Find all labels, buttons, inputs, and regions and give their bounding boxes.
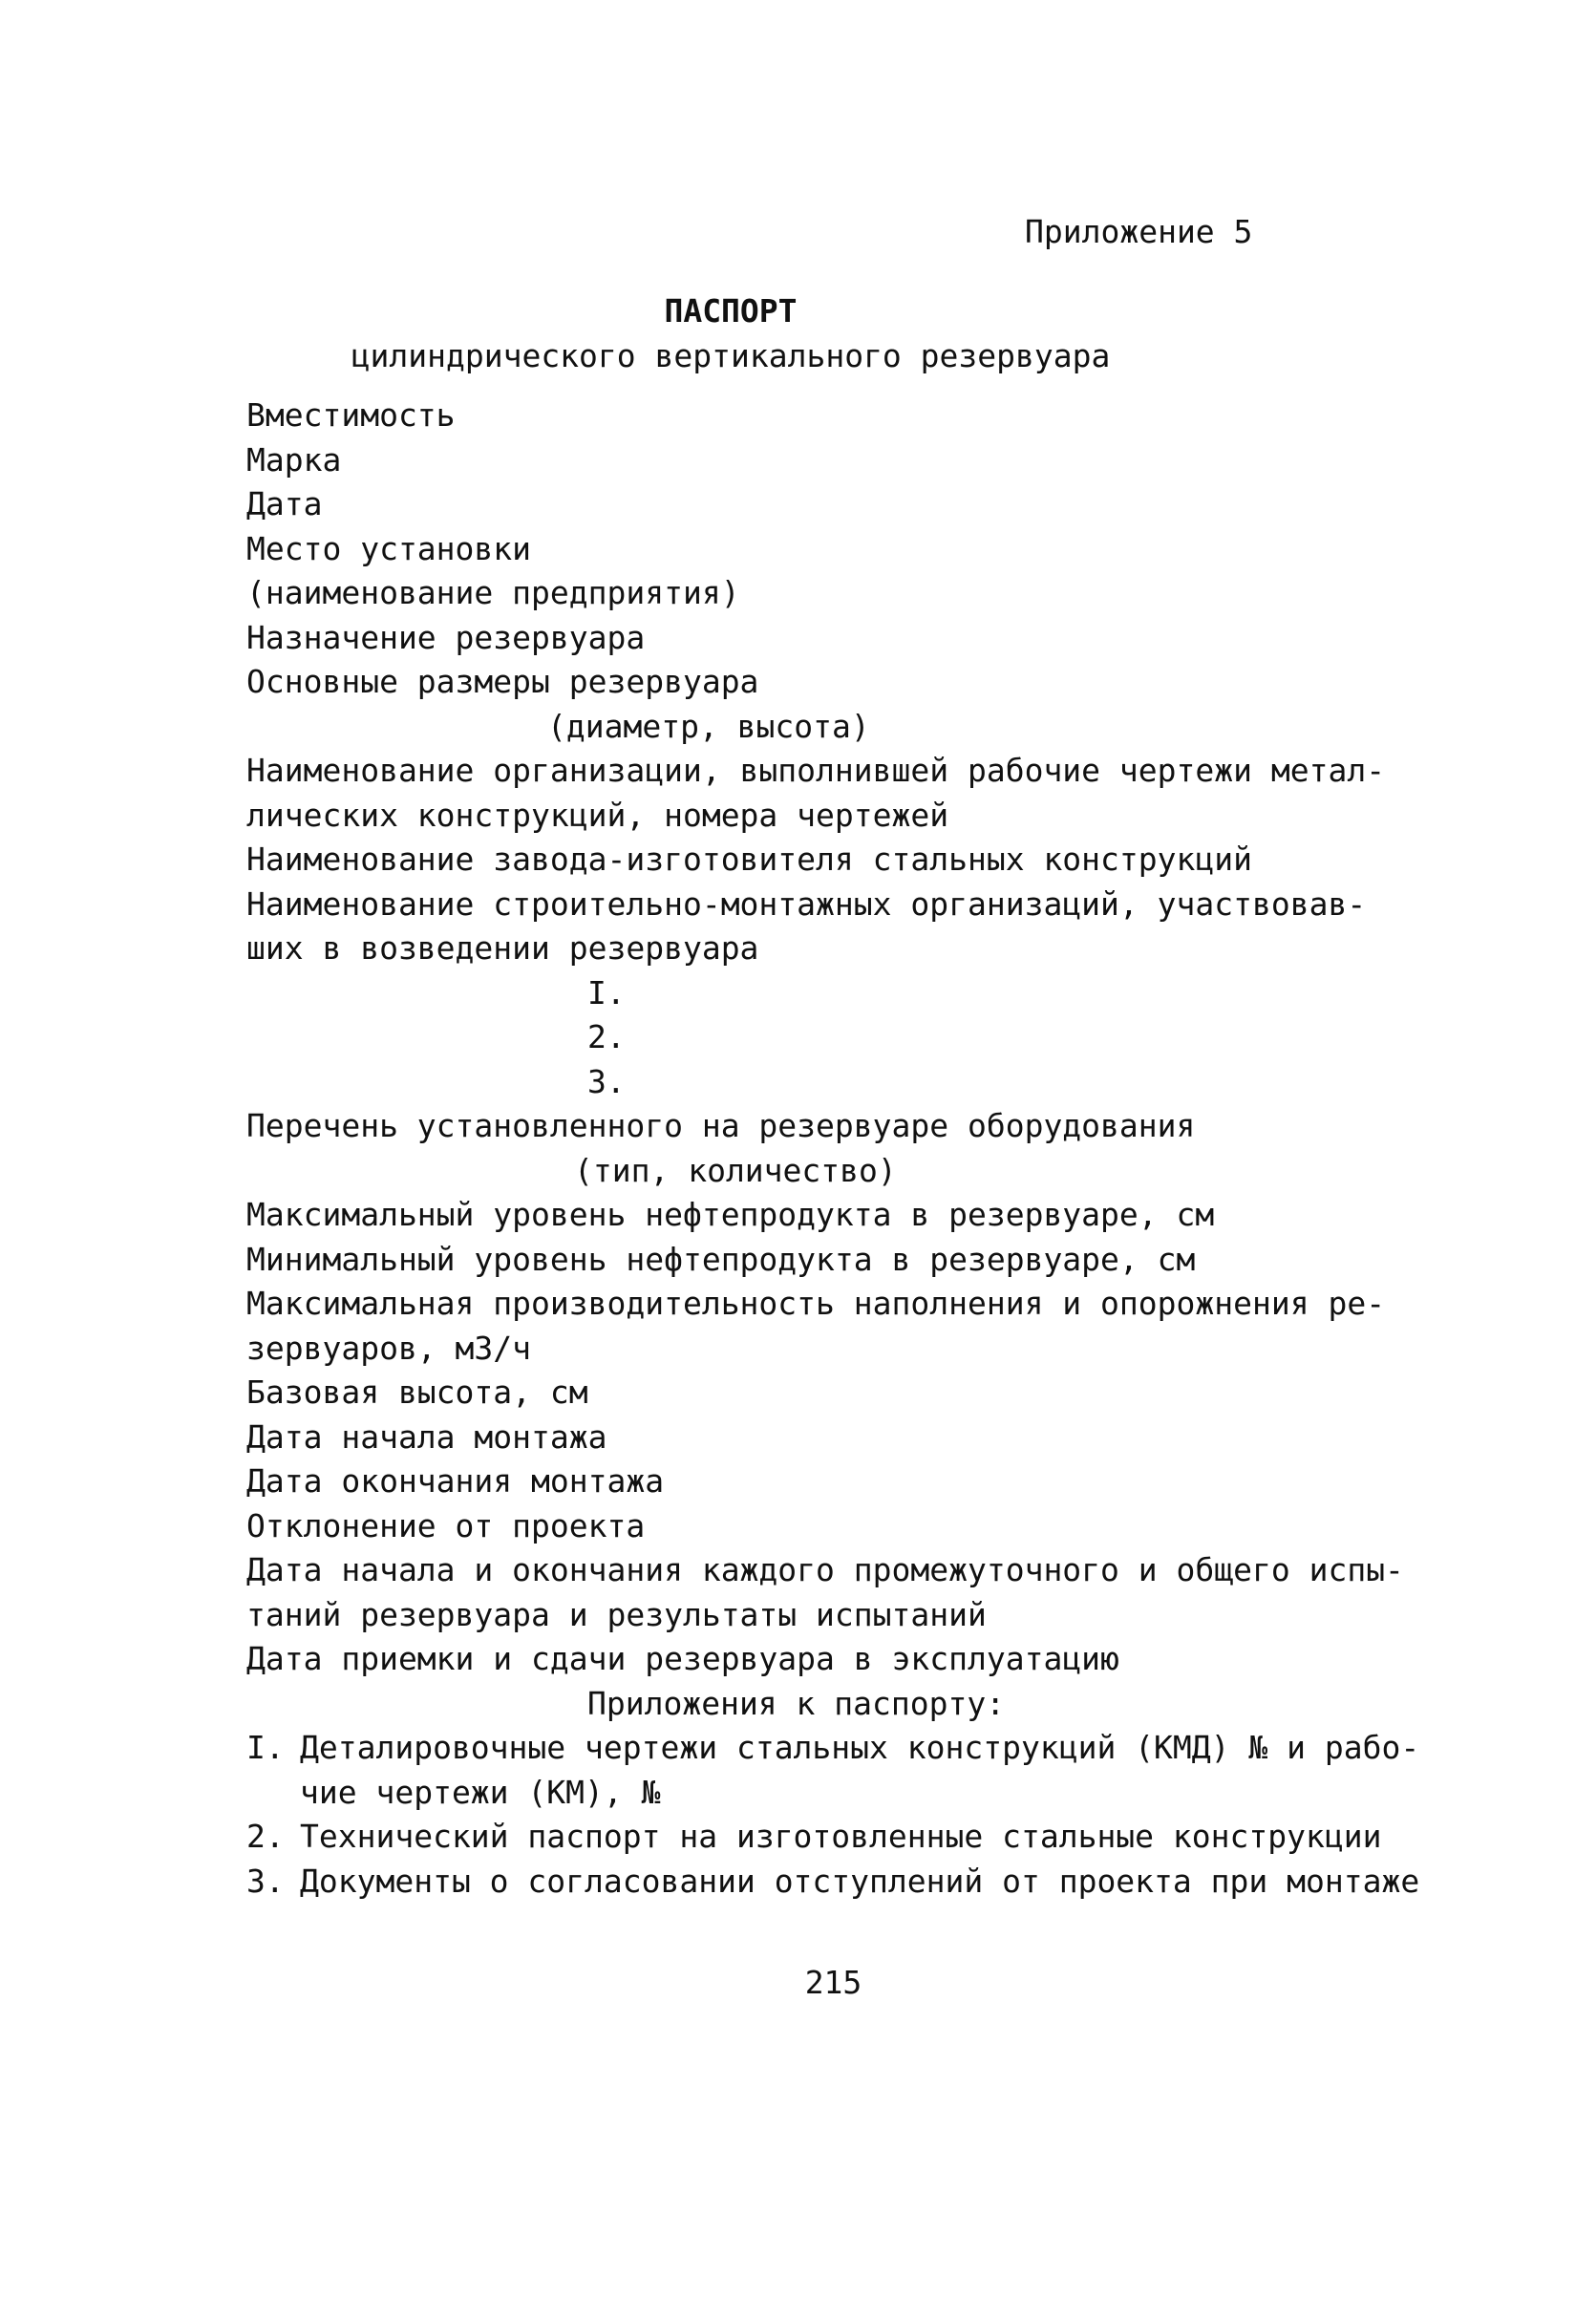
field-dimensions: Основные размеры резервуара <box>246 663 759 700</box>
field-max-rate-line2: зервуаров, м3/ч <box>246 1329 532 1367</box>
field-capacity: Вместимость <box>246 396 456 434</box>
field-min-level: Минимальный уровень нефтепродукта в резервуаре, см <box>246 1240 1196 1278</box>
field-equipment: Перечень установленного на резервуаре оборудования <box>246 1107 1196 1144</box>
appendix-item-number: 2. <box>246 1818 285 1855</box>
field-brand: Марка <box>246 440 342 479</box>
field-end-date: Дата окончания монтажа <box>246 1462 665 1500</box>
field-tests-line2: таний резервуара и результаты испытаний <box>246 1595 987 1633</box>
field-purpose: Назначение резервуара <box>246 618 646 656</box>
appendix-item <box>246 1726 1420 1771</box>
appendix-label: Приложение 5 <box>1025 213 1253 250</box>
appendix-item-number: 3. <box>246 1862 285 1900</box>
appendix-item <box>246 1815 1393 1860</box>
field-start-date: Дата начала монтажа <box>246 1417 607 1456</box>
field-max-level: Максимальный уровень нефтепродукта в резервуаре, см <box>246 1196 1215 1233</box>
appendix-item-text: Документы о согласовании отступлений от проекта при монтаже <box>300 1862 1420 1900</box>
appendix-item-continuation: чие чертежи (КМ), № <box>300 1773 661 1811</box>
appendix-item <box>246 1860 1420 1905</box>
document-title: ПАСПОРТ <box>664 292 798 330</box>
field-deviation: Отклонение от проекта <box>246 1506 646 1544</box>
builder-number-3: 3. <box>587 1062 626 1100</box>
field-builders-line1: Наименование строительно-монтажных организаций, участвовав- <box>246 884 1367 923</box>
page-number: 215 <box>804 1964 862 2001</box>
appendix-item-text: Деталировочные чертежи стальных конструкций (КМД) № и рабо- <box>300 1729 1420 1766</box>
field-location-note: (наименование предприятия) <box>246 574 740 611</box>
field-dimensions-note: (диаметр, высота) <box>547 707 870 745</box>
field-location: Место установки <box>246 529 532 567</box>
field-base-height: Базовая высота, см <box>246 1373 588 1411</box>
field-drawings-org-line2: лических конструкций, номера чертежей <box>246 796 949 834</box>
builder-number-1: I. <box>587 973 626 1011</box>
field-equipment-note: (тип, количество) <box>574 1151 897 1189</box>
field-tests-line1: Дата начала и окончания каждого промежуточного и общего испы- <box>246 1551 1404 1588</box>
field-builders-line2: ших в возведении резервуара <box>246 929 759 967</box>
appendix-item-number: I. <box>246 1729 285 1766</box>
field-acceptance: Дата приемки и сдачи резервуара в эксплуатацию <box>246 1640 1119 1677</box>
builder-number-2: 2. <box>587 1018 626 1055</box>
document-subtitle: цилиндрического вертикального резервуара <box>351 337 1111 374</box>
field-date: Дата <box>246 485 323 522</box>
appendices-heading: Приложения к паспорту: <box>587 1684 1006 1722</box>
field-max-rate-line1: Максимальная производительность наполнения и опорожнения ре- <box>246 1285 1386 1322</box>
passport-fields <box>246 394 1420 1904</box>
field-manufacturer: Наименование завода-изготовителя стальных конструкций <box>246 841 1252 878</box>
appendix-item-text: Технический паспорт на изготовленные стальные конструкции <box>300 1818 1382 1855</box>
field-drawings-org-line1: Наименование организации, выполнившей рабочие чертежи метал- <box>246 752 1386 789</box>
